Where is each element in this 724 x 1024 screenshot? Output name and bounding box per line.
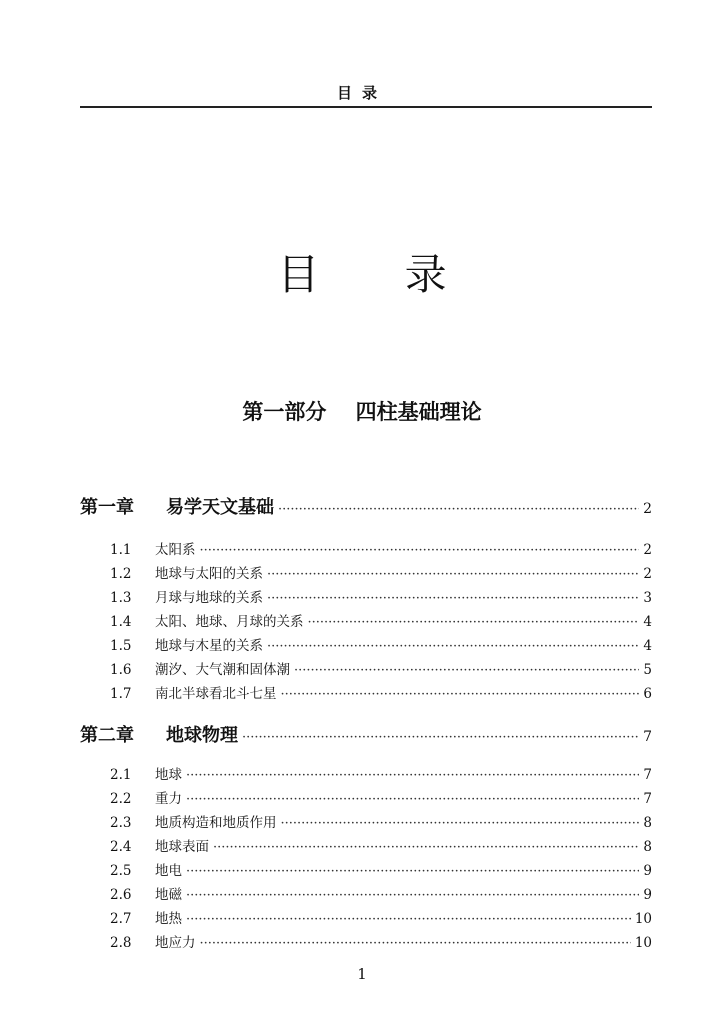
section-page: 8 <box>643 815 652 831</box>
section-number: 2.8 <box>110 935 132 951</box>
toc-section-2-6[interactable] <box>80 883 652 903</box>
toc-section-2-3[interactable] <box>80 811 652 831</box>
section-page: 9 <box>643 887 652 903</box>
section-title: 重力 <box>155 791 182 807</box>
section-title: 地热 <box>155 911 182 927</box>
section-number: 1.3 <box>110 590 132 606</box>
toc-section-1-6[interactable] <box>80 658 652 678</box>
section-page: 4 <box>643 638 652 654</box>
section-number: 2.6 <box>110 887 132 903</box>
section-title: 月球与地球的关系 <box>155 590 263 606</box>
section-page: 10 <box>634 935 652 951</box>
section-page: 2 <box>643 542 652 558</box>
running-header: 目录 <box>336 84 387 102</box>
section-number: 1.4 <box>110 614 132 630</box>
section-title: 地球与太阳的关系 <box>155 566 263 582</box>
dot-leader <box>200 543 640 558</box>
section-page: 8 <box>643 839 652 855</box>
section-number: 2.5 <box>110 863 132 879</box>
section-number: 2.3 <box>110 815 132 831</box>
toc-chapter-2[interactable] <box>80 721 652 747</box>
section-page: 9 <box>643 863 652 879</box>
section-page: 10 <box>634 911 652 927</box>
dot-leader <box>294 663 639 678</box>
section-page: 6 <box>643 686 652 702</box>
section-page: 7 <box>643 767 652 783</box>
section-number: 2.2 <box>110 791 132 807</box>
section-number: 1.2 <box>110 566 132 582</box>
page-number: 1 <box>357 965 367 983</box>
dot-leader <box>281 816 640 831</box>
dot-leader <box>267 639 639 654</box>
dot-leader <box>213 840 639 855</box>
page-title: 目 录 <box>277 250 483 299</box>
dot-leader <box>308 615 640 630</box>
section-number: 1.7 <box>110 686 132 702</box>
section-page: 2 <box>643 566 652 582</box>
chapter-title: 地球物理 <box>166 725 238 746</box>
section-title: 地球与木星的关系 <box>155 638 263 654</box>
toc-section-2-4[interactable] <box>80 835 652 855</box>
dot-leader <box>267 567 639 582</box>
section-page: 7 <box>643 791 652 807</box>
section-title: 地质构造和地质作用 <box>155 815 277 831</box>
dot-leader <box>281 687 640 702</box>
dot-leader <box>186 888 639 903</box>
dot-leader <box>242 730 639 745</box>
section-title: 南北半球看北斗七星 <box>155 686 277 702</box>
section-title: 地球 <box>155 767 182 783</box>
section-title: 地应力 <box>155 935 196 951</box>
section-title: 地磁 <box>155 887 182 903</box>
section-title: 潮汐、大气潮和固体潮 <box>155 662 290 678</box>
chapter-page: 7 <box>643 729 652 745</box>
toc-section-1-4[interactable] <box>80 610 652 630</box>
dot-leader <box>200 936 631 951</box>
part-title: 第一部分 四柱基础理论 <box>242 400 482 424</box>
chapter-number: 第二章 <box>80 725 134 746</box>
toc-section-1-2[interactable] <box>80 562 652 582</box>
toc-section-2-1[interactable] <box>80 763 652 783</box>
chapter-page: 2 <box>643 501 652 517</box>
section-number: 2.7 <box>110 911 132 927</box>
chapter-number: 第一章 <box>80 497 134 518</box>
section-page: 4 <box>643 614 652 630</box>
section-page: 3 <box>643 590 652 606</box>
toc-section-1-3[interactable] <box>80 586 652 606</box>
toc-section-1-5[interactable] <box>80 634 652 654</box>
dot-leader <box>278 502 639 517</box>
section-title: 太阳、地球、月球的关系 <box>155 614 304 630</box>
toc-chapter-1[interactable] <box>80 493 652 519</box>
dot-leader <box>186 864 639 879</box>
toc-section-1-1[interactable] <box>80 538 652 558</box>
section-number: 1.5 <box>110 638 132 654</box>
toc-section-2-7[interactable] <box>80 907 652 927</box>
section-number: 1.6 <box>110 662 132 678</box>
toc-section-2-8[interactable] <box>80 931 652 951</box>
dot-leader <box>186 768 639 783</box>
toc-section-2-2[interactable] <box>80 787 652 807</box>
section-number: 2.1 <box>110 767 132 783</box>
section-page: 5 <box>643 662 652 678</box>
dot-leader <box>186 792 639 807</box>
section-title: 地球表面 <box>155 839 209 855</box>
dot-leader <box>186 912 631 927</box>
toc-section-2-5[interactable] <box>80 859 652 879</box>
chapter-title: 易学天文基础 <box>166 497 274 518</box>
section-title: 地电 <box>155 863 182 879</box>
section-title: 太阳系 <box>155 542 196 558</box>
section-number: 2.4 <box>110 839 132 855</box>
header-rule <box>80 106 652 108</box>
toc-section-1-7[interactable] <box>80 682 652 702</box>
section-number: 1.1 <box>110 542 132 558</box>
dot-leader <box>267 591 639 606</box>
